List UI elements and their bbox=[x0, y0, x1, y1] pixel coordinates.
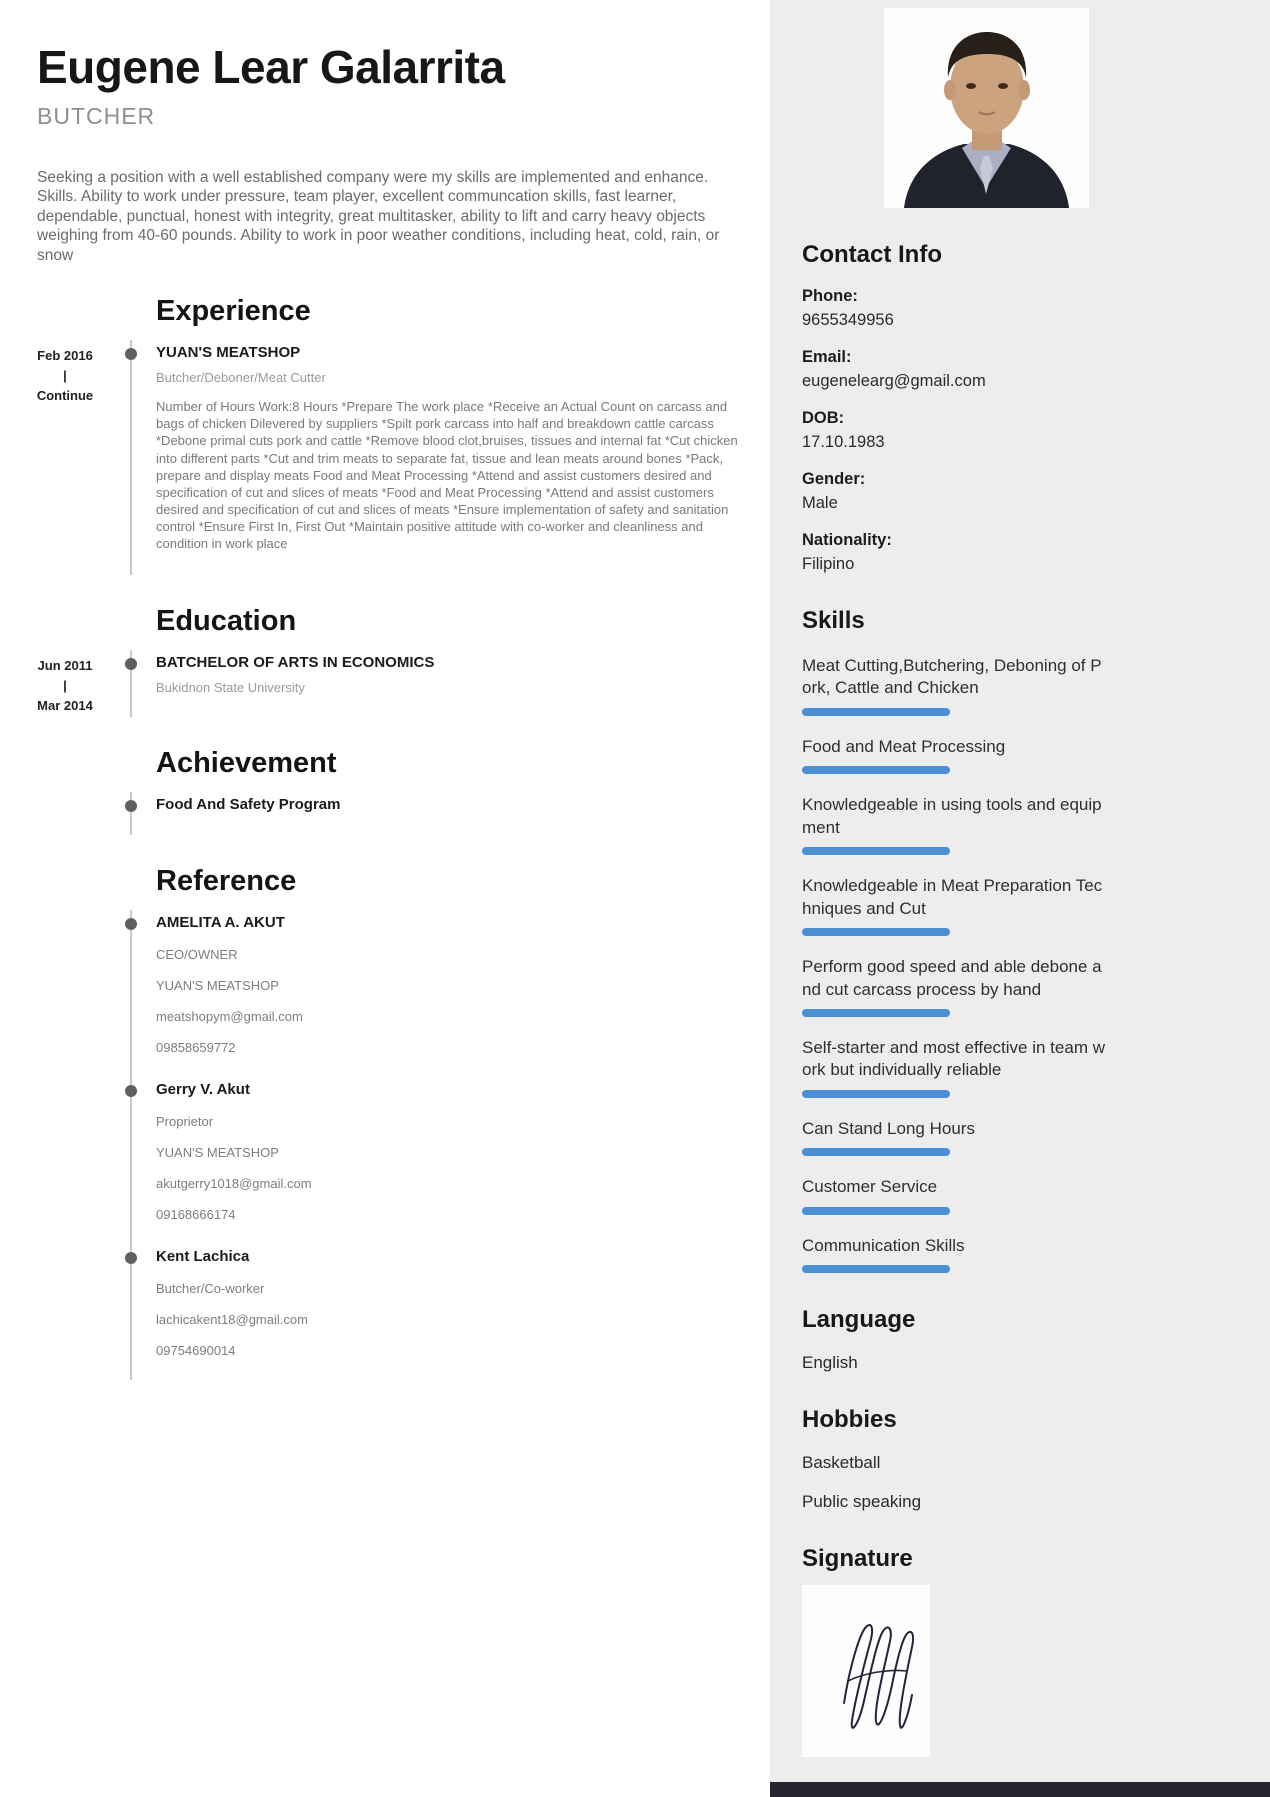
hobbies-heading: Hobbies bbox=[802, 1406, 897, 1434]
education-school: Bukidnon State University bbox=[156, 679, 305, 695]
achievement-entry bbox=[156, 792, 770, 835]
skills-heading: Skills bbox=[802, 607, 865, 634]
person-job-title: BUTCHER bbox=[37, 102, 156, 129]
skill-label: Perform good speed and able debone and cut carcass process by hand bbox=[802, 957, 1102, 999]
skill-item bbox=[802, 1037, 1107, 1098]
date-from: Jun 2011 bbox=[37, 657, 93, 673]
experience-description: Number of Hours Work:8 Hours *Prepare The work place *Receive an Actual Count on carcass and bags of chicken Dilevered by suppliers *Spilt pork carcass into half and breakdown cattle carcass *Debone primal cuts pork and cattle *Remove blood clot,bruises, tissues and internal fat *Cut chicken into different parts *Cut and trim meats to separate fat, tissue and lean meats around bones *Pack, prepare and display meats Food and Meat Processing *Attend and assist customers desired and specification of cut and slices of meats *Food and Meat Processing *Attend and assist customers desired and specification of cut and slices of meats *Ensure implementation of safety and sanitation control *Ensure First In, First Out *Maintain positive attitude with co-worker and cleanliness and condition in work place bbox=[156, 399, 738, 552]
signature-heading: Signature bbox=[802, 1545, 913, 1573]
reference-section-1 bbox=[0, 910, 770, 1077]
skill-label: Knowledgeable in using tools and equipment bbox=[802, 795, 1102, 837]
reference-name: Kent Lachica bbox=[156, 1247, 250, 1265]
education-entry bbox=[156, 650, 770, 717]
reference-heading-row bbox=[0, 835, 770, 910]
language-heading: Language bbox=[802, 1306, 916, 1334]
reference-phone: 09858659772 bbox=[156, 1039, 236, 1055]
reference-entry bbox=[156, 910, 770, 1077]
photo-wrapper bbox=[802, 8, 1240, 208]
skill-label: Self-starter and most effective in team work but individually reliable bbox=[802, 1037, 1105, 1080]
timeline-dot bbox=[125, 800, 137, 812]
footer-bar bbox=[770, 1782, 1270, 1797]
skill-item bbox=[802, 956, 1107, 1017]
contact-heading: Contact Info bbox=[802, 241, 942, 268]
timeline-dot bbox=[125, 918, 137, 930]
skill-item bbox=[802, 1118, 1107, 1156]
hobby-item: Public speaking bbox=[802, 1492, 922, 1512]
timeline-dot bbox=[125, 1085, 137, 1097]
achievement-title: Food And Safety Program bbox=[156, 795, 341, 813]
experience-heading-row bbox=[0, 265, 770, 340]
contact-value: 9655349956 bbox=[802, 311, 894, 329]
experience-company: YUAN'S MEATSHOP bbox=[156, 344, 301, 362]
education-heading: Education bbox=[156, 604, 297, 637]
skill-label: Can Stand Long Hours bbox=[802, 1118, 975, 1138]
reference-phone: 09168666174 bbox=[156, 1206, 236, 1222]
signature-image bbox=[802, 1585, 930, 1757]
skill-label: Meat Cutting,Butchering, Deboning of Pork, Cattle and Chicken bbox=[802, 656, 1102, 698]
experience-dates bbox=[0, 340, 130, 574]
reference-entry bbox=[156, 1077, 770, 1244]
reference-name: Gerry V. Akut bbox=[156, 1080, 250, 1098]
date-to: Continue bbox=[36, 388, 94, 404]
reference-heading: Reference bbox=[156, 864, 297, 897]
skill-item bbox=[802, 1176, 1107, 1214]
reference-entry bbox=[156, 1244, 770, 1380]
reference-email: meatshopym@gmail.com bbox=[156, 1008, 303, 1024]
contact-label: Gender: bbox=[802, 470, 866, 488]
reference-role: Proprietor bbox=[156, 1113, 214, 1129]
language-item: English bbox=[802, 1353, 858, 1373]
contact-item-gender bbox=[802, 470, 1240, 513]
skill-level-bar bbox=[802, 1009, 950, 1017]
contact-label: Nationality: bbox=[802, 531, 892, 549]
summary-paragraph: Seeking a position with a well established company were my skills are implemented and enhance. Skills. Ability to work under pressure, team player, excellent communcation skills, fast learner, dependable, punctual, honest with integrity, great multitasker, ability to lift and carry heavy objects weighing from 40-60 pounds. Ability to work in poor weather conditions, including heat, cold, rain, or snow bbox=[37, 168, 720, 264]
reference-company: YUAN'S MEATSHOP bbox=[156, 1144, 279, 1160]
reference-email: lachicakent18@gmail.com bbox=[156, 1311, 308, 1327]
achievement-dates bbox=[0, 792, 130, 835]
experience-section bbox=[0, 340, 770, 574]
reference-section-2 bbox=[0, 1077, 770, 1244]
contact-item-email bbox=[802, 348, 1240, 391]
reference-name: AMELITA A. AKUT bbox=[156, 913, 285, 931]
contact-item-nationality bbox=[802, 531, 1240, 574]
contact-label: Email: bbox=[802, 348, 852, 366]
skill-level-bar bbox=[802, 1090, 950, 1098]
skill-level-bar bbox=[802, 1265, 950, 1273]
skill-item bbox=[802, 655, 1107, 716]
timeline-rail bbox=[130, 1077, 156, 1244]
education-section bbox=[0, 650, 770, 717]
timeline-dot bbox=[125, 1252, 137, 1264]
reference-role: Butcher/Co-worker bbox=[156, 1280, 265, 1296]
experience-entry bbox=[156, 340, 770, 574]
timeline-dot bbox=[125, 658, 137, 670]
skill-level-bar bbox=[802, 766, 950, 774]
timeline-rail bbox=[130, 792, 156, 835]
reference-phone: 09754690014 bbox=[156, 1342, 236, 1358]
skill-level-bar bbox=[802, 928, 950, 936]
skill-label: Communication Skills bbox=[802, 1235, 965, 1255]
timeline-rail bbox=[130, 340, 156, 574]
achievement-heading: Achievement bbox=[156, 746, 337, 779]
skill-level-bar bbox=[802, 1148, 950, 1156]
education-heading-row bbox=[0, 575, 770, 650]
skill-item bbox=[802, 1235, 1107, 1273]
timeline-rail bbox=[130, 650, 156, 717]
experience-role: Butcher/Deboner/Meat Cutter bbox=[156, 370, 326, 386]
skill-label: Customer Service bbox=[802, 1177, 938, 1197]
date-separator: | bbox=[63, 368, 67, 384]
person-name: Eugene Lear Galarrita bbox=[37, 41, 505, 93]
timeline-rail bbox=[130, 1244, 156, 1380]
education-dates bbox=[0, 650, 130, 717]
contact-value: 17.10.1983 bbox=[802, 433, 885, 451]
contact-value: Filipino bbox=[802, 555, 855, 573]
portrait-photo bbox=[884, 8, 1089, 208]
education-degree: BATCHELOR OF ARTS IN ECONOMICS bbox=[156, 653, 435, 671]
timeline-dot bbox=[125, 348, 137, 360]
resume-header bbox=[0, 0, 770, 265]
contact-value: eugenelearg@gmail.com bbox=[802, 372, 986, 390]
contact-item-dob bbox=[802, 409, 1240, 452]
reference-company: YUAN'S MEATSHOP bbox=[156, 977, 279, 993]
contact-item-phone bbox=[802, 287, 1240, 330]
skill-item bbox=[802, 875, 1107, 936]
skill-item bbox=[802, 794, 1107, 855]
sidebar bbox=[770, 0, 1270, 1797]
experience-heading: Experience bbox=[156, 295, 311, 328]
skill-label: Knowledgeable in Meat Preparation Techniques and Cut bbox=[802, 876, 1103, 918]
skill-level-bar bbox=[802, 1207, 950, 1215]
reference-email: akutgerry1018@gmail.com bbox=[156, 1175, 312, 1191]
contact-label: Phone: bbox=[802, 287, 858, 305]
achievement-heading-row bbox=[0, 717, 770, 792]
skill-label: Food and Meat Processing bbox=[802, 736, 1006, 756]
skill-level-bar bbox=[802, 708, 950, 716]
date-to: Mar 2014 bbox=[37, 697, 93, 713]
hobby-item: Basketball bbox=[802, 1453, 881, 1473]
reference-role: CEO/OWNER bbox=[156, 946, 238, 962]
achievement-section bbox=[0, 792, 770, 835]
date-from: Feb 2016 bbox=[37, 348, 93, 364]
skill-item bbox=[802, 736, 1107, 774]
reference-section-3 bbox=[0, 1244, 770, 1380]
contact-value: Male bbox=[802, 494, 838, 512]
contact-label: DOB: bbox=[802, 409, 845, 427]
timeline-rail bbox=[130, 910, 156, 1077]
skill-level-bar bbox=[802, 847, 950, 855]
date-separator: | bbox=[63, 677, 67, 693]
